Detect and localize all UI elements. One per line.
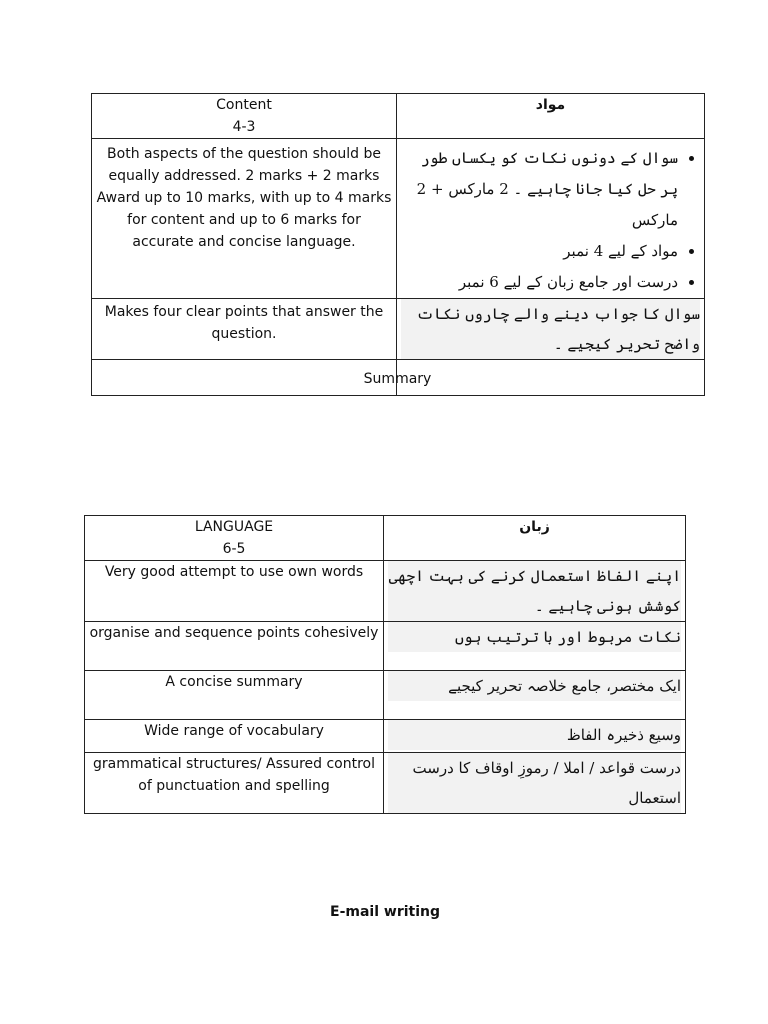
language-row-ur: [384, 720, 686, 753]
language-header-en: [85, 516, 384, 561]
language-row-ur-text: وسیع ذخیرہ الفاظ: [388, 720, 681, 750]
language-row-ur: [384, 671, 686, 720]
language-row: [85, 753, 686, 814]
language-row-en: Wide range of vocabulary: [85, 720, 384, 753]
language-row: [85, 622, 686, 671]
ur-list-item: • درست اور جامع زبان کے لیے 6 نمبر: [401, 267, 678, 298]
language-row: [85, 720, 686, 753]
content-row-2: [92, 299, 705, 360]
content-header-range: 4-3: [232, 119, 256, 135]
email-writing-heading: E-mail writing: [330, 904, 440, 920]
content-row-2-ur: [397, 299, 705, 360]
content-row-1-en: Both aspects of the question should be equally addressed. 2 marks + 2 marks Award up to 10 marks, with up to 4 marks for content and up to 6 marks for accurate and concise language.: [92, 139, 397, 299]
content-header-row: [92, 94, 705, 139]
ur-list-item: • مواد کے لیے 4 نمبر: [401, 236, 678, 267]
language-header-title: LANGUAGE: [194, 519, 274, 535]
language-header-row: [85, 516, 686, 561]
language-row-ur-text: درست قواعد / املا / رموزِ اوقاف کا درست استعمال: [388, 753, 681, 813]
language-row-ur-text: نکات مربوط اور با ترتیب ہوں: [388, 622, 681, 652]
content-row-1-ur: [397, 139, 705, 299]
summary-caption: Summary: [363, 371, 432, 387]
language-row: [85, 561, 686, 622]
language-row-en: Very good attempt to use own words: [85, 561, 384, 622]
language-row-ur-text: اپنے الفاظ استعمال کرنے کی بہت اچھی کوشش ہونی چاہیے ۔: [388, 561, 681, 621]
language-row-ur-text: ایک مختصر، جامع خلاصہ تحریر کیجیے: [388, 671, 681, 701]
content-row-2-en: Makes four clear points that answer the question.: [92, 299, 397, 360]
language-row-ur: [384, 561, 686, 622]
language-row-en: A concise summary: [85, 671, 384, 720]
content-rubric-table: [91, 93, 705, 396]
content-row-1: [92, 139, 705, 299]
language-row-en: grammatical structures/ Assured control of punctuation and spelling: [85, 753, 384, 814]
content-header-title: Content: [216, 97, 272, 113]
content-row-1-ur-list: [401, 143, 700, 298]
ur-list-item: • سوال کے دونوں نکات کو یکساں طور پر حل کیا جانا چاہیے ۔ 2 مارکس + 2 مارکس: [401, 143, 678, 236]
content-header-ur: مواد: [397, 94, 705, 139]
language-row: [85, 671, 686, 720]
language-row-ur: [384, 622, 686, 671]
language-header-ur: زبان: [384, 516, 686, 561]
language-rubric-table: [84, 515, 686, 814]
language-header-range: 6-5: [222, 541, 246, 557]
language-row-ur: [384, 753, 686, 814]
content-header-en: [92, 94, 397, 139]
language-row-en: organise and sequence points cohesively: [85, 622, 384, 671]
content-row-2-ur-text: سوال کا جواب دینے والے چاروں نکات واضح تحریر کیجیے ۔: [401, 299, 700, 359]
